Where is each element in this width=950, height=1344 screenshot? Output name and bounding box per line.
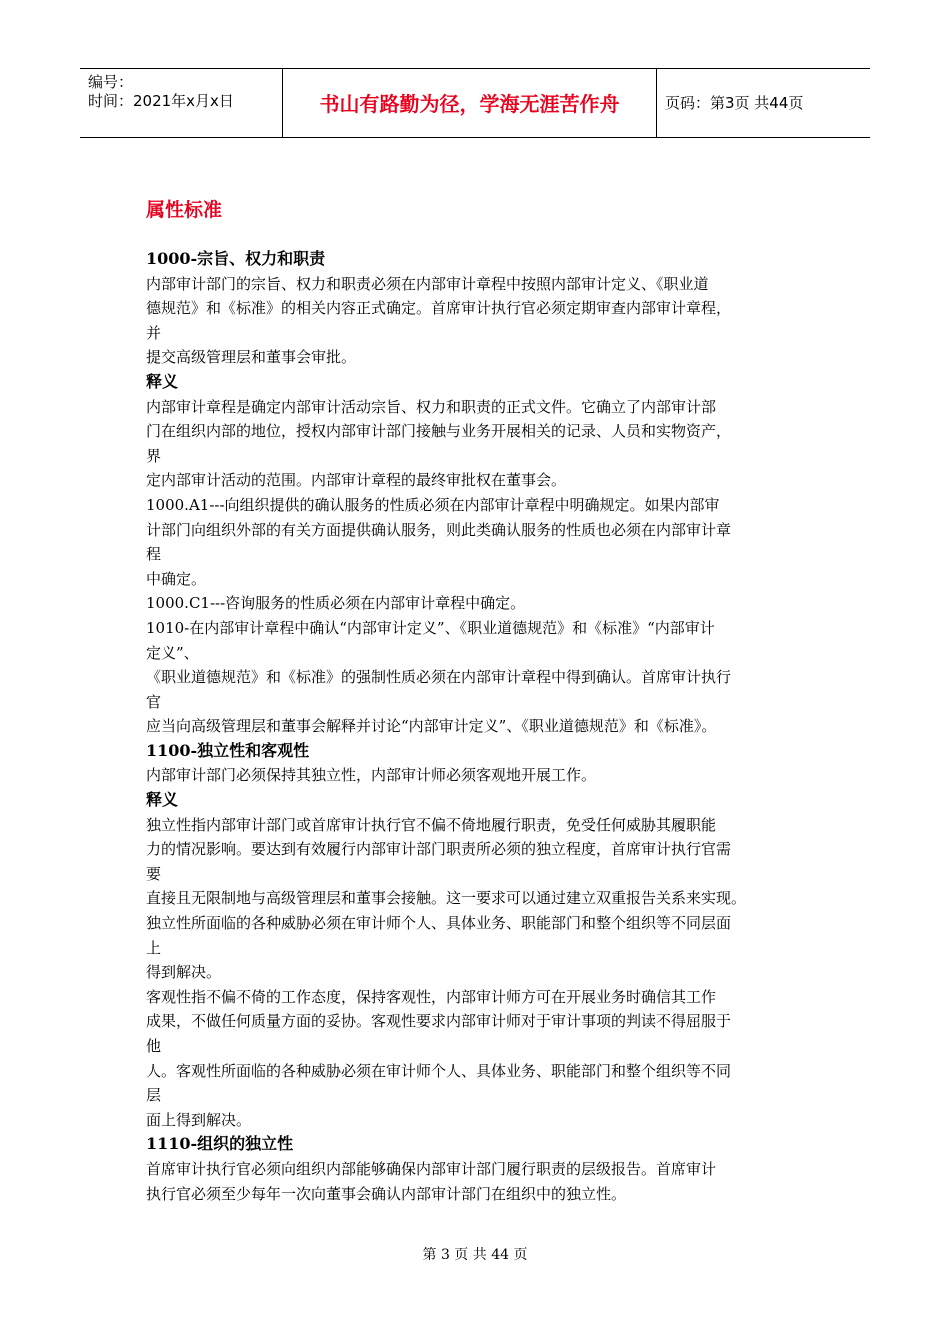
body-line: 界 <box>146 446 162 465</box>
page-info: 页码：第3页 共44页 <box>665 94 804 112</box>
body-line: 人。客观性所面临的各种威胁必须在审计师个人、具体业务、职能部门和整个组织等不同 <box>146 1061 732 1080</box>
body-line: 上 <box>146 938 162 957</box>
section-heading: 释义 <box>146 371 179 391</box>
body-line: 面上得到解决。 <box>146 1110 252 1129</box>
section-heading: 1110-组织的独立性 <box>146 1134 294 1154</box>
header-meta-cell <box>80 69 283 137</box>
body-line: 直接且无限制地与高级管理层和董事会接触。这一要求可以通过建立双重报告关系来实现。 <box>146 889 747 908</box>
body-line: 官 <box>146 692 162 711</box>
page-footer: 第 3 页 共 44 页 <box>422 1247 528 1263</box>
section-heading: 1100-独立性和客观性 <box>146 740 310 760</box>
date-label: 时间：2021年x月x日 <box>88 92 234 110</box>
header-page-cell <box>657 69 870 137</box>
section-heading: 1000-宗旨、权力和职责 <box>146 249 326 268</box>
body-line: 内部审计章程是确定内部审计活动宗旨、权力和职责的正式文件。它确立了内部审计部 <box>146 397 717 416</box>
body-line: 成果，不做任何质量方面的妥协。客观性要求内部审计师对于审计事项的判读不得屈服于 <box>146 1012 732 1031</box>
number-label: 编号： <box>88 73 134 91</box>
page-header <box>80 68 870 138</box>
body-line: 独立性所面临的各种威胁必须在审计师个人、具体业务、职能部门和整个组织等不同层面 <box>146 914 732 933</box>
body-line: 1010-在内部审计章程中确认“内部审计定义”、《职业道德规范》和《标准》“内部审计 <box>146 618 715 637</box>
body-line: 要 <box>146 864 162 883</box>
body-line: 他 <box>146 1037 162 1055</box>
body-line: 门在组织内部的地位，授权内部审计部门接触与业务开展相关的记录、人员和实物资产， <box>146 422 732 441</box>
body-line: 得到解决。 <box>146 963 222 982</box>
body-line: 程 <box>146 545 162 564</box>
body-line: 中确定。 <box>146 569 207 588</box>
body-line: 1000.A1---向组织提供的确认服务的性质必须在内部审计章程中明确规定。如果内部审 <box>146 495 720 514</box>
body-line: 德规范》和《标准》的相关内容正式确定。首席审计执行官必须定期审查内部审计章程， <box>146 299 732 318</box>
body-line: 应当向高级管理层和董事会解释并讨论“内部审计定义”、《职业道德规范》和《标准》。 <box>146 717 717 736</box>
document-body <box>146 247 816 1206</box>
section-title: 属性标准 <box>146 199 223 221</box>
body-line: 定义”、 <box>146 643 199 662</box>
body-line: 1000.C1---咨询服务的性质必须在内部审计章程中确定。 <box>146 594 526 613</box>
body-line: 内部审计部门必须保持其独立性，内部审计师必须客观地开展工作。 <box>146 766 597 785</box>
header-motto-cell <box>283 69 657 137</box>
body-line: 层 <box>146 1086 162 1105</box>
section-heading: 释义 <box>146 790 179 810</box>
body-line: 提交高级管理层和董事会审批。 <box>146 348 357 367</box>
body-line: 内部审计部门的宗旨、权力和职责必须在内部审计章程中按照内部审计定义、《职业道 <box>146 274 709 293</box>
body-line: 独立性指内部审计部门或首席审计执行官不偏不倚地履行职责，免受任何威胁其履职能 <box>146 815 717 834</box>
body-line: 力的情况影响。要达到有效履行内部审计部门职责所必须的独立程度，首席审计执行官需 <box>146 840 732 859</box>
body-line: 客观性指不偏不倚的工作态度，保持客观性，内部审计师方可在开展业务时确信其工作 <box>146 987 717 1006</box>
body-line: 《职业道德规范》和《标准》的强制性质必须在内部审计章程中得到确认。首席审计执行 <box>146 668 732 687</box>
motto: 书山有路勤为径，学海无涯苦作舟 <box>319 92 620 116</box>
body-line: 定内部审计活动的范围。内部审计章程的最终审批权在董事会。 <box>146 471 567 490</box>
body-line: 执行官必须至少每年一次向董事会确认内部审计部门在组织中的独立性。 <box>146 1184 627 1203</box>
body-line: 首席审计执行官必须向组织内部能够确保内部审计部门履行职责的层级报告。首席审计 <box>146 1159 717 1178</box>
body-line: 计部门向组织外部的有关方面提供确认服务，则此类确认服务的性质也必须在内部审计章 <box>146 520 732 539</box>
body-line: 并 <box>146 323 162 342</box>
